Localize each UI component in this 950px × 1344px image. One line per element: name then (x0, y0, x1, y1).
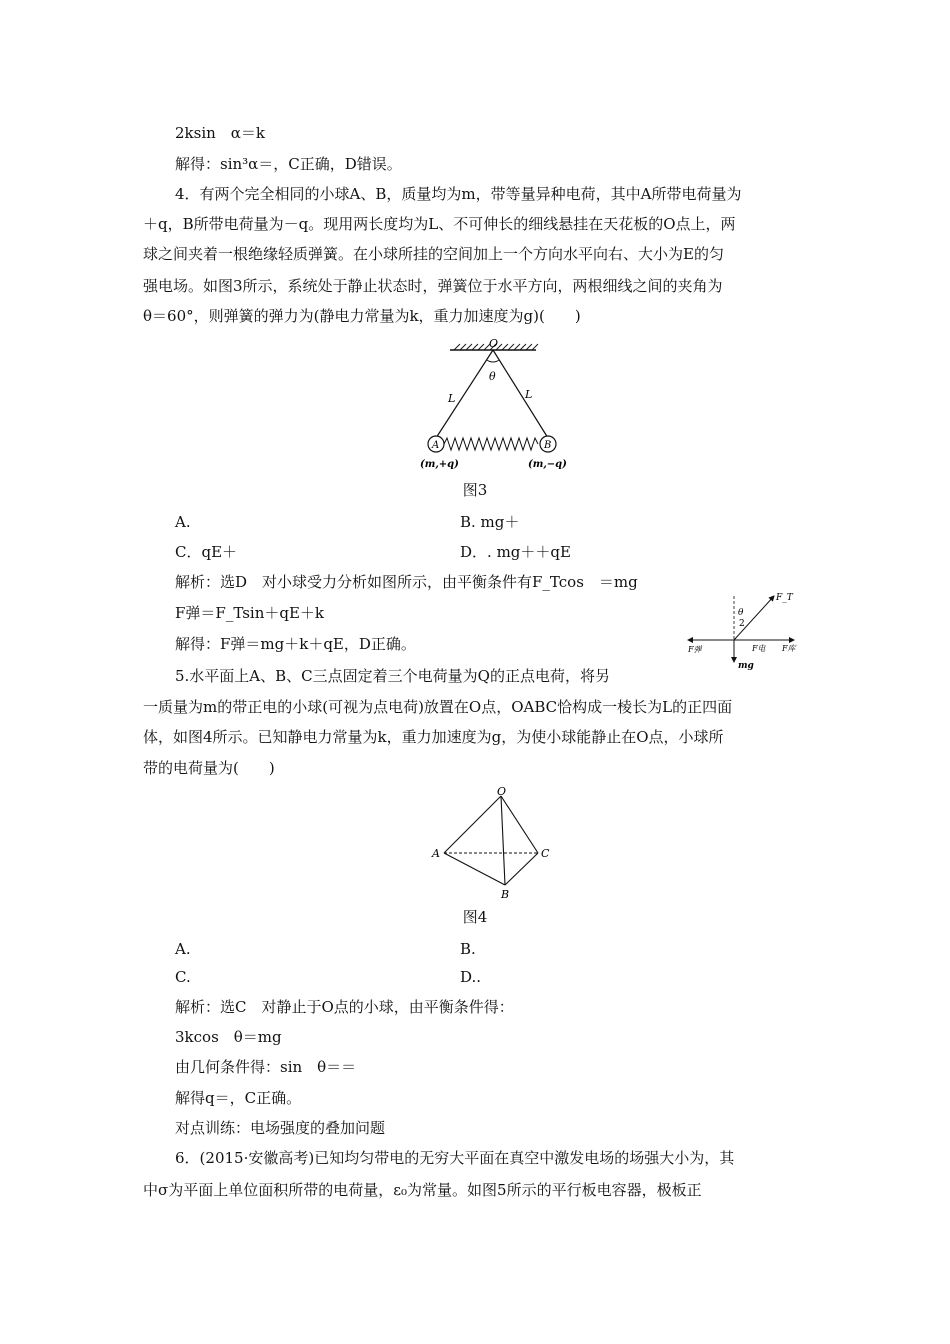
figure-4-caption: 图4 (462, 908, 488, 926)
label-mg: mg (738, 661, 754, 671)
figure-4-tetrahedron (428, 784, 558, 902)
spring (444, 438, 538, 450)
label-l-left: L (448, 392, 456, 405)
answer-5-line: 解得q＝，C正确。 (175, 1089, 302, 1107)
question-5-text: 5.水平面上A、B、C三点固定着三个电荷量为Q的正点电荷，将另 (175, 667, 610, 685)
answer-4-line: 解析：选D 对小球受力分析如图所示，由平衡条件有F_Tcos ＝mg (175, 573, 638, 591)
label-theta: θ (489, 370, 496, 383)
label-f-coulomb: F库 (782, 644, 796, 653)
thread-right (493, 350, 548, 438)
thread-left (436, 350, 493, 438)
option-d: D．. mg＋＋qE (460, 543, 571, 561)
label-o: O (489, 337, 499, 350)
label-theta-half-denominator: 2 (739, 619, 745, 629)
question-4-text: 强电场。如图3所示，系统处于静止状态时，弹簧位于水平方向，两根细线之间的夹角为 (143, 277, 723, 295)
answer-4-line: F弹＝F_Tsin＋qE＋k (175, 604, 325, 622)
question-6-text: 中σ为平面上单位面积所带的电荷量，ε₀为常量。如图5所示的平行板电容器，极板正 (143, 1181, 702, 1199)
answer-5-line: 解析：选C 对静止于O点的小球，由平衡条件得： (175, 998, 514, 1016)
figure-3-diagram (410, 336, 567, 476)
label-c: C (541, 847, 550, 860)
label-a: A (432, 440, 440, 451)
label-f-electric: F电 (752, 644, 766, 653)
force-diagram (684, 588, 810, 671)
option-a: A. (175, 940, 191, 958)
question-4-text: 4．有两个完全相同的小球A、B，质量均为m，带等量异种电荷，其中A所带电荷量为 (175, 185, 742, 203)
question-4-text: 球之间夹着一根绝缘轻质弹簧。在小球所挂的空间加上一个方向水平向右、大小为E的匀 (143, 245, 724, 263)
option-b: B. mg＋ (460, 513, 520, 531)
option-d: D.. (460, 968, 482, 986)
label-a-charge: (m,+q) (420, 459, 459, 470)
answer-5-line: 3kcos θ＝mg (175, 1028, 282, 1046)
question-4-text: θ＝60°，则弹簧的弹力为(静电力常量为k，重力加速度为g)( ) (143, 307, 581, 325)
question-6-text: 6．(2015·安徽高考)已知均匀带电的无穷大平面在真空中激发电场的场强大小为，其 (175, 1149, 735, 1167)
option-a: A. (175, 513, 191, 531)
label-b-charge: (m,−q) (528, 459, 567, 470)
label-b: B (544, 440, 552, 451)
label-theta-half: θ (738, 608, 744, 618)
equation-line: 2ksin α＝k (175, 124, 266, 142)
answer-5-line: 由几何条件得：sin θ＝＝ (175, 1058, 357, 1076)
figure-3-caption: 图3 (462, 481, 488, 499)
label-f-spring: F弹 (688, 645, 702, 654)
label-l-right: L (525, 388, 533, 401)
option-b: B. (460, 940, 476, 958)
option-c: C. (175, 968, 191, 986)
answer-4-line: 解得：F弹＝mg＋k＋qE，D正确。 (175, 635, 416, 653)
question-5-text: 一质量为m的带正电的小球(可视为点电荷)放置在O点，OABC恰构成一棱长为L的正四面 (143, 698, 733, 716)
label-o: O (497, 785, 507, 798)
label-a: A (432, 847, 440, 860)
label-ft: F_T (776, 593, 793, 603)
section-heading: 对点训练：电场强度的叠加问题 (175, 1119, 386, 1137)
solution-line: 解得：sin³α＝，C正确，D错误。 (175, 155, 402, 173)
question-4-text: ＋q，B所带电荷量为－q。现用两长度均为L、不可伸长的细线悬挂在天花板的O点上，两 (143, 215, 736, 233)
label-b: B (501, 888, 510, 901)
question-5-text: 带的电荷量为( ) (143, 759, 275, 777)
option-c: C．qE＋ (175, 543, 238, 561)
question-5-text: 体，如图4所示。已知静电力常量为k，重力加速度为g，为使小球能静止在O点，小球所 (143, 728, 724, 746)
